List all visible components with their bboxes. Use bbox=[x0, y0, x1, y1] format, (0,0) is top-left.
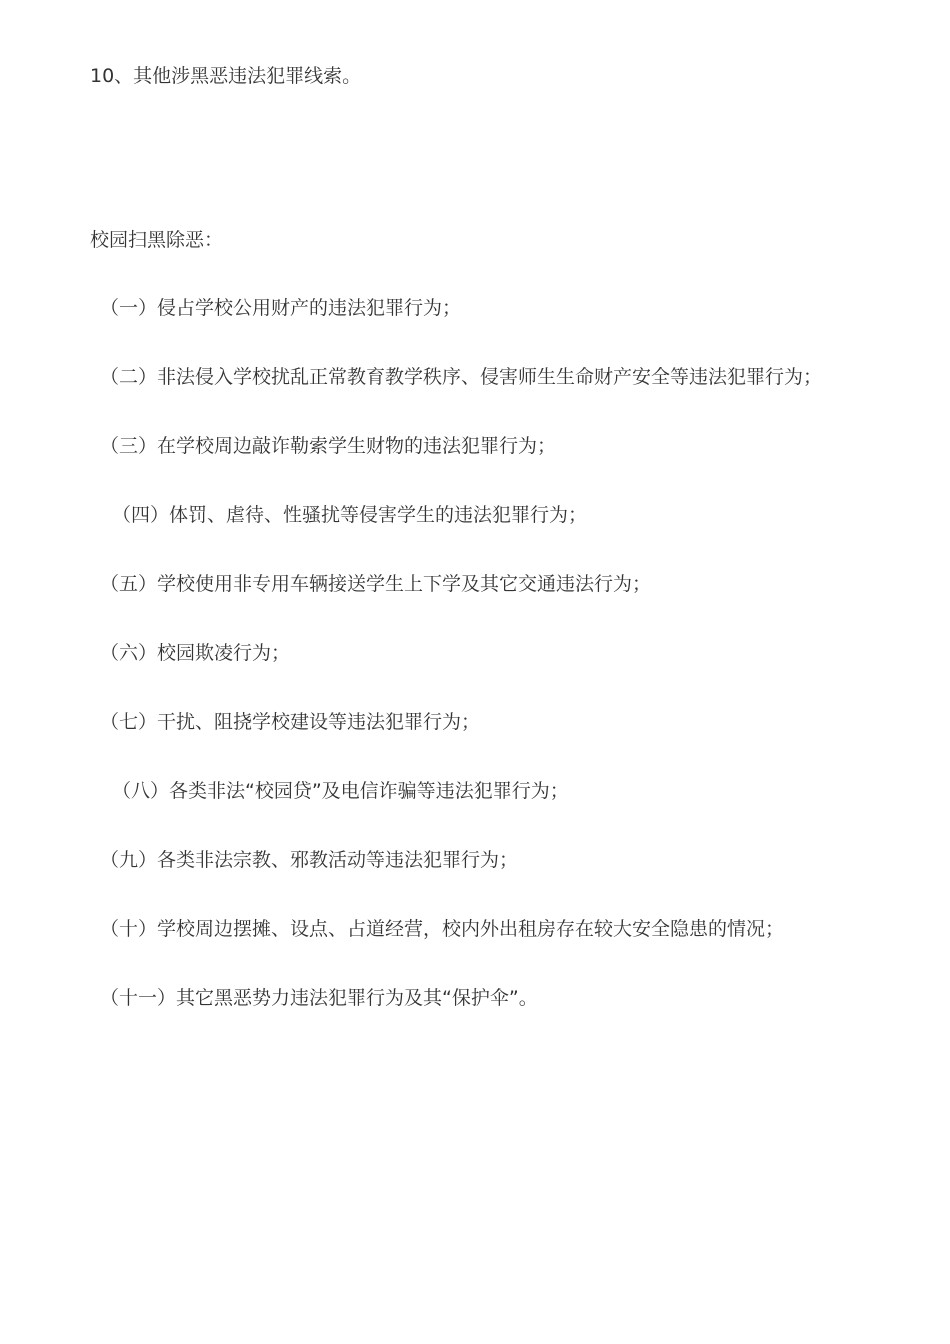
list-item-8: （八）各类非法“校园贷”及电信诈骗等违法犯罪行为； bbox=[112, 780, 569, 802]
list-item-6: （六）校园欺凌行为； bbox=[100, 642, 291, 664]
list-item-10: （十）学校周边摆摊、设点、占道经营，校内外出租房存在较大安全隐患的情况； bbox=[100, 918, 785, 940]
list-item-1: （一）侵占学校公用财产的违法犯罪行为； bbox=[100, 297, 462, 319]
list-item-7: （七）干扰、阻挠学校建设等违法犯罪行为； bbox=[100, 711, 481, 733]
list-item-9: （九）各类非法宗教、邪教活动等违法犯罪行为； bbox=[100, 849, 519, 871]
list-item-11: （十一）其它黑恶势力违法犯罪行为及其“保护伞”。 bbox=[100, 987, 538, 1009]
list-item-4: （四）体罚、虐待、性骚扰等侵害学生的违法犯罪行为； bbox=[112, 504, 588, 526]
section-title: 校园扫黑除恶： bbox=[90, 229, 224, 251]
clue-item-10: 10、其他涉黑恶违法犯罪线索。 bbox=[90, 65, 362, 87]
list-item-5: （五）学校使用非专用车辆接送学生上下学及其它交通违法行为； bbox=[100, 573, 652, 595]
list-item-2: （二）非法侵入学校扰乱正常教育教学秩序、侵害师生生命财产安全等违法犯罪行为； bbox=[100, 366, 823, 388]
list-item-3: （三）在学校周边敲诈勒索学生财物的违法犯罪行为； bbox=[100, 435, 557, 457]
